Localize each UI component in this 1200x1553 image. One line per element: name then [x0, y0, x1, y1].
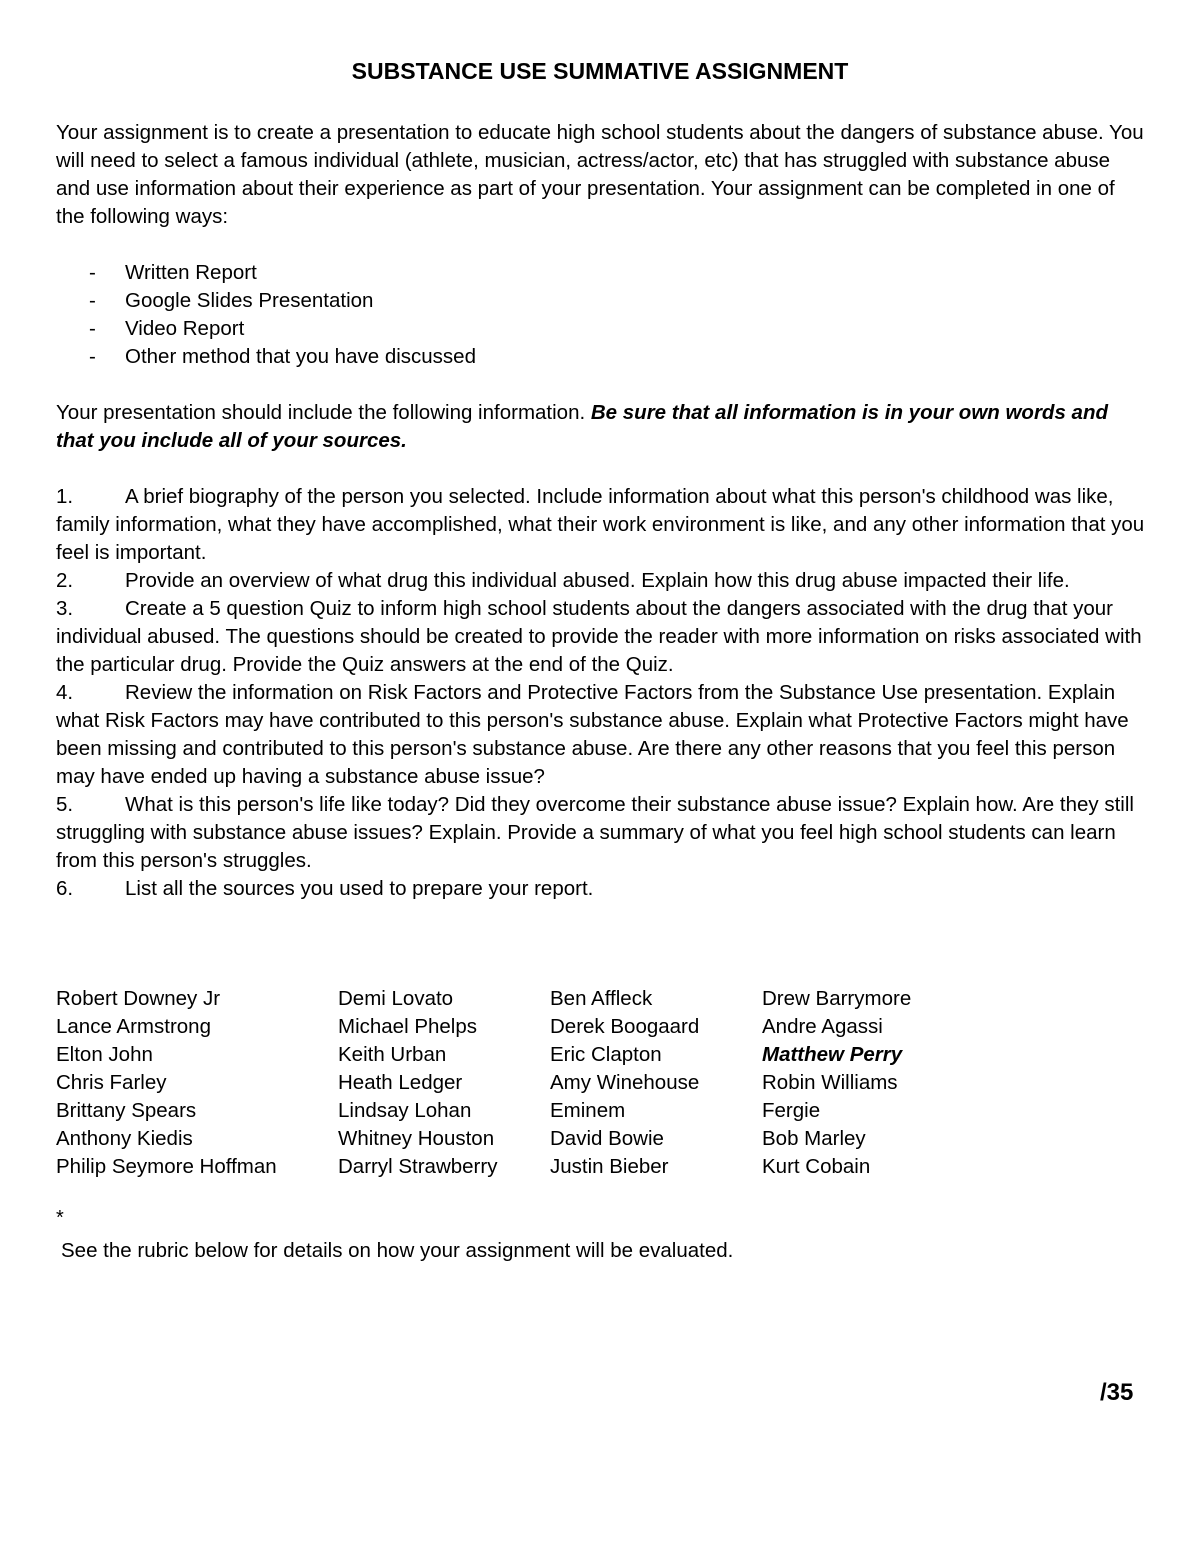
person-name: Fergie [762, 1099, 821, 1122]
person-name: David Bowie [550, 1127, 664, 1150]
person-name: Anthony Kiedis [56, 1127, 193, 1150]
person-name: Chris Farley [56, 1071, 167, 1094]
person-name: Drew Barrymore [762, 987, 912, 1010]
item-text: What is this person's life like today? Did they overcome their substance abuse issue? Explain how. Are they still struggling with substance abuse issues? Explain. Provide a summary of what you feel high school students can learn from this person's struggles. [56, 793, 1134, 872]
bullet-dash: - [89, 317, 96, 340]
bullet-dash: - [89, 345, 96, 368]
person-name: Eric Clapton [550, 1043, 662, 1066]
person-name: Elton John [56, 1043, 153, 1066]
list-item [56, 483, 1146, 567]
person-name: Whitney Houston [338, 1127, 495, 1150]
person-name: Philip Seymore Hoffman [56, 1155, 277, 1178]
list-item [56, 791, 1146, 875]
person-name: Andre Agassi [762, 1015, 883, 1038]
person-name: Lance Armstrong [56, 1015, 211, 1038]
method-text: Video Report [125, 317, 245, 340]
list-item [56, 287, 476, 315]
person-name: Justin Bieber [550, 1155, 669, 1178]
rubric-note: See the rubric below for details on how your assignment will be evaluated. [61, 1239, 734, 1262]
requirements-list [56, 483, 1146, 903]
famous-people-grid [56, 985, 1022, 1181]
item-text: A brief biography of the person you selected. Include information about what this person's childhood was like, family information, what they have accomplished, what their work environment is like, and any other information that you feel is important. [56, 485, 1145, 564]
item-number: 4. [56, 681, 74, 704]
people-column-1 [56, 985, 338, 1181]
item-text: Provide an overview of what drug this individual abused. Explain how this drug abuse impacted their life. [125, 569, 1070, 592]
person-name: Derek Boogaard [550, 1015, 700, 1038]
include-lead: Your presentation should include the following information. [56, 401, 591, 424]
item-number: 6. [56, 877, 74, 900]
person-name: Amy Winehouse [550, 1071, 700, 1094]
people-column-3 [550, 985, 762, 1181]
include-emphasis: Be sure that all information is in your own words and that you include all of your sources. [56, 401, 1108, 452]
include-paragraph [56, 399, 1146, 455]
list-item [56, 259, 476, 287]
list-item [56, 595, 1146, 679]
method-text: Written Report [125, 261, 257, 284]
person-name: Keith Urban [338, 1043, 447, 1066]
page-title: SUBSTANCE USE SUMMATIVE ASSIGNMENT [351, 58, 849, 84]
intro-paragraph: Your assignment is to create a presentation to educate high school students about the dangers of substance abuse. You will need to select a famous individual (athlete, musician, actress/actor, etc) that has struggled with substance abuse and use information about their experience as part of your presentation. Your assignment can be completed in one of the following ways: [56, 121, 1144, 228]
item-text: List all the sources you used to prepare your report. [125, 877, 594, 900]
item-text: Review the information on Risk Factors and Protective Factors from the Substance Use presentation. Explain what Risk Factors may have contributed to this person's substance abuse. Explain what Protective Factors might have been missing and contributed to this person's substance abuse. Are there any other reasons that you feel this person may have ended up having a substance abuse issue? [56, 681, 1129, 788]
footnote-asterisk: * [56, 1207, 64, 1229]
person-name-highlighted: Matthew Perry [762, 1043, 903, 1066]
item-number: 3. [56, 597, 74, 620]
method-text: Google Slides Presentation [125, 289, 374, 312]
list-item [56, 567, 1146, 595]
completion-methods-list [56, 259, 476, 371]
method-text: Other method that you have discussed [125, 345, 476, 368]
person-name: Eminem [550, 1099, 626, 1122]
person-name: Michael Phelps [338, 1015, 478, 1038]
person-name: Kurt Cobain [762, 1155, 871, 1178]
person-name: Ben Affleck [550, 987, 653, 1010]
item-number: 5. [56, 793, 74, 816]
person-name: Brittany Spears [56, 1099, 197, 1122]
person-name: Robin Williams [762, 1071, 898, 1094]
list-item [56, 315, 476, 343]
list-item [56, 679, 1146, 791]
people-column-4 [762, 985, 1022, 1181]
item-number: 2. [56, 569, 74, 592]
item-text: Create a 5 question Quiz to inform high school students about the dangers associated with the drug that your individual abused. The questions should be created to provide the reader with more information on risks associated with the particular drug. Provide the Quiz answers at the end of the Quiz. [56, 597, 1142, 676]
people-column-2 [338, 985, 550, 1181]
person-name: Bob Marley [762, 1127, 866, 1150]
person-name: Heath Ledger [338, 1071, 463, 1094]
person-name: Demi Lovato [338, 987, 454, 1010]
person-name: Lindsay Lohan [338, 1099, 472, 1122]
person-name: Darryl Strawberry [338, 1155, 498, 1178]
bullet-dash: - [89, 289, 96, 312]
list-item [56, 875, 1146, 903]
bullet-dash: - [89, 261, 96, 284]
score-total: /35 [1100, 1379, 1134, 1406]
item-number: 1. [56, 485, 74, 508]
list-item [56, 343, 476, 371]
person-name: Robert Downey Jr [56, 987, 221, 1010]
